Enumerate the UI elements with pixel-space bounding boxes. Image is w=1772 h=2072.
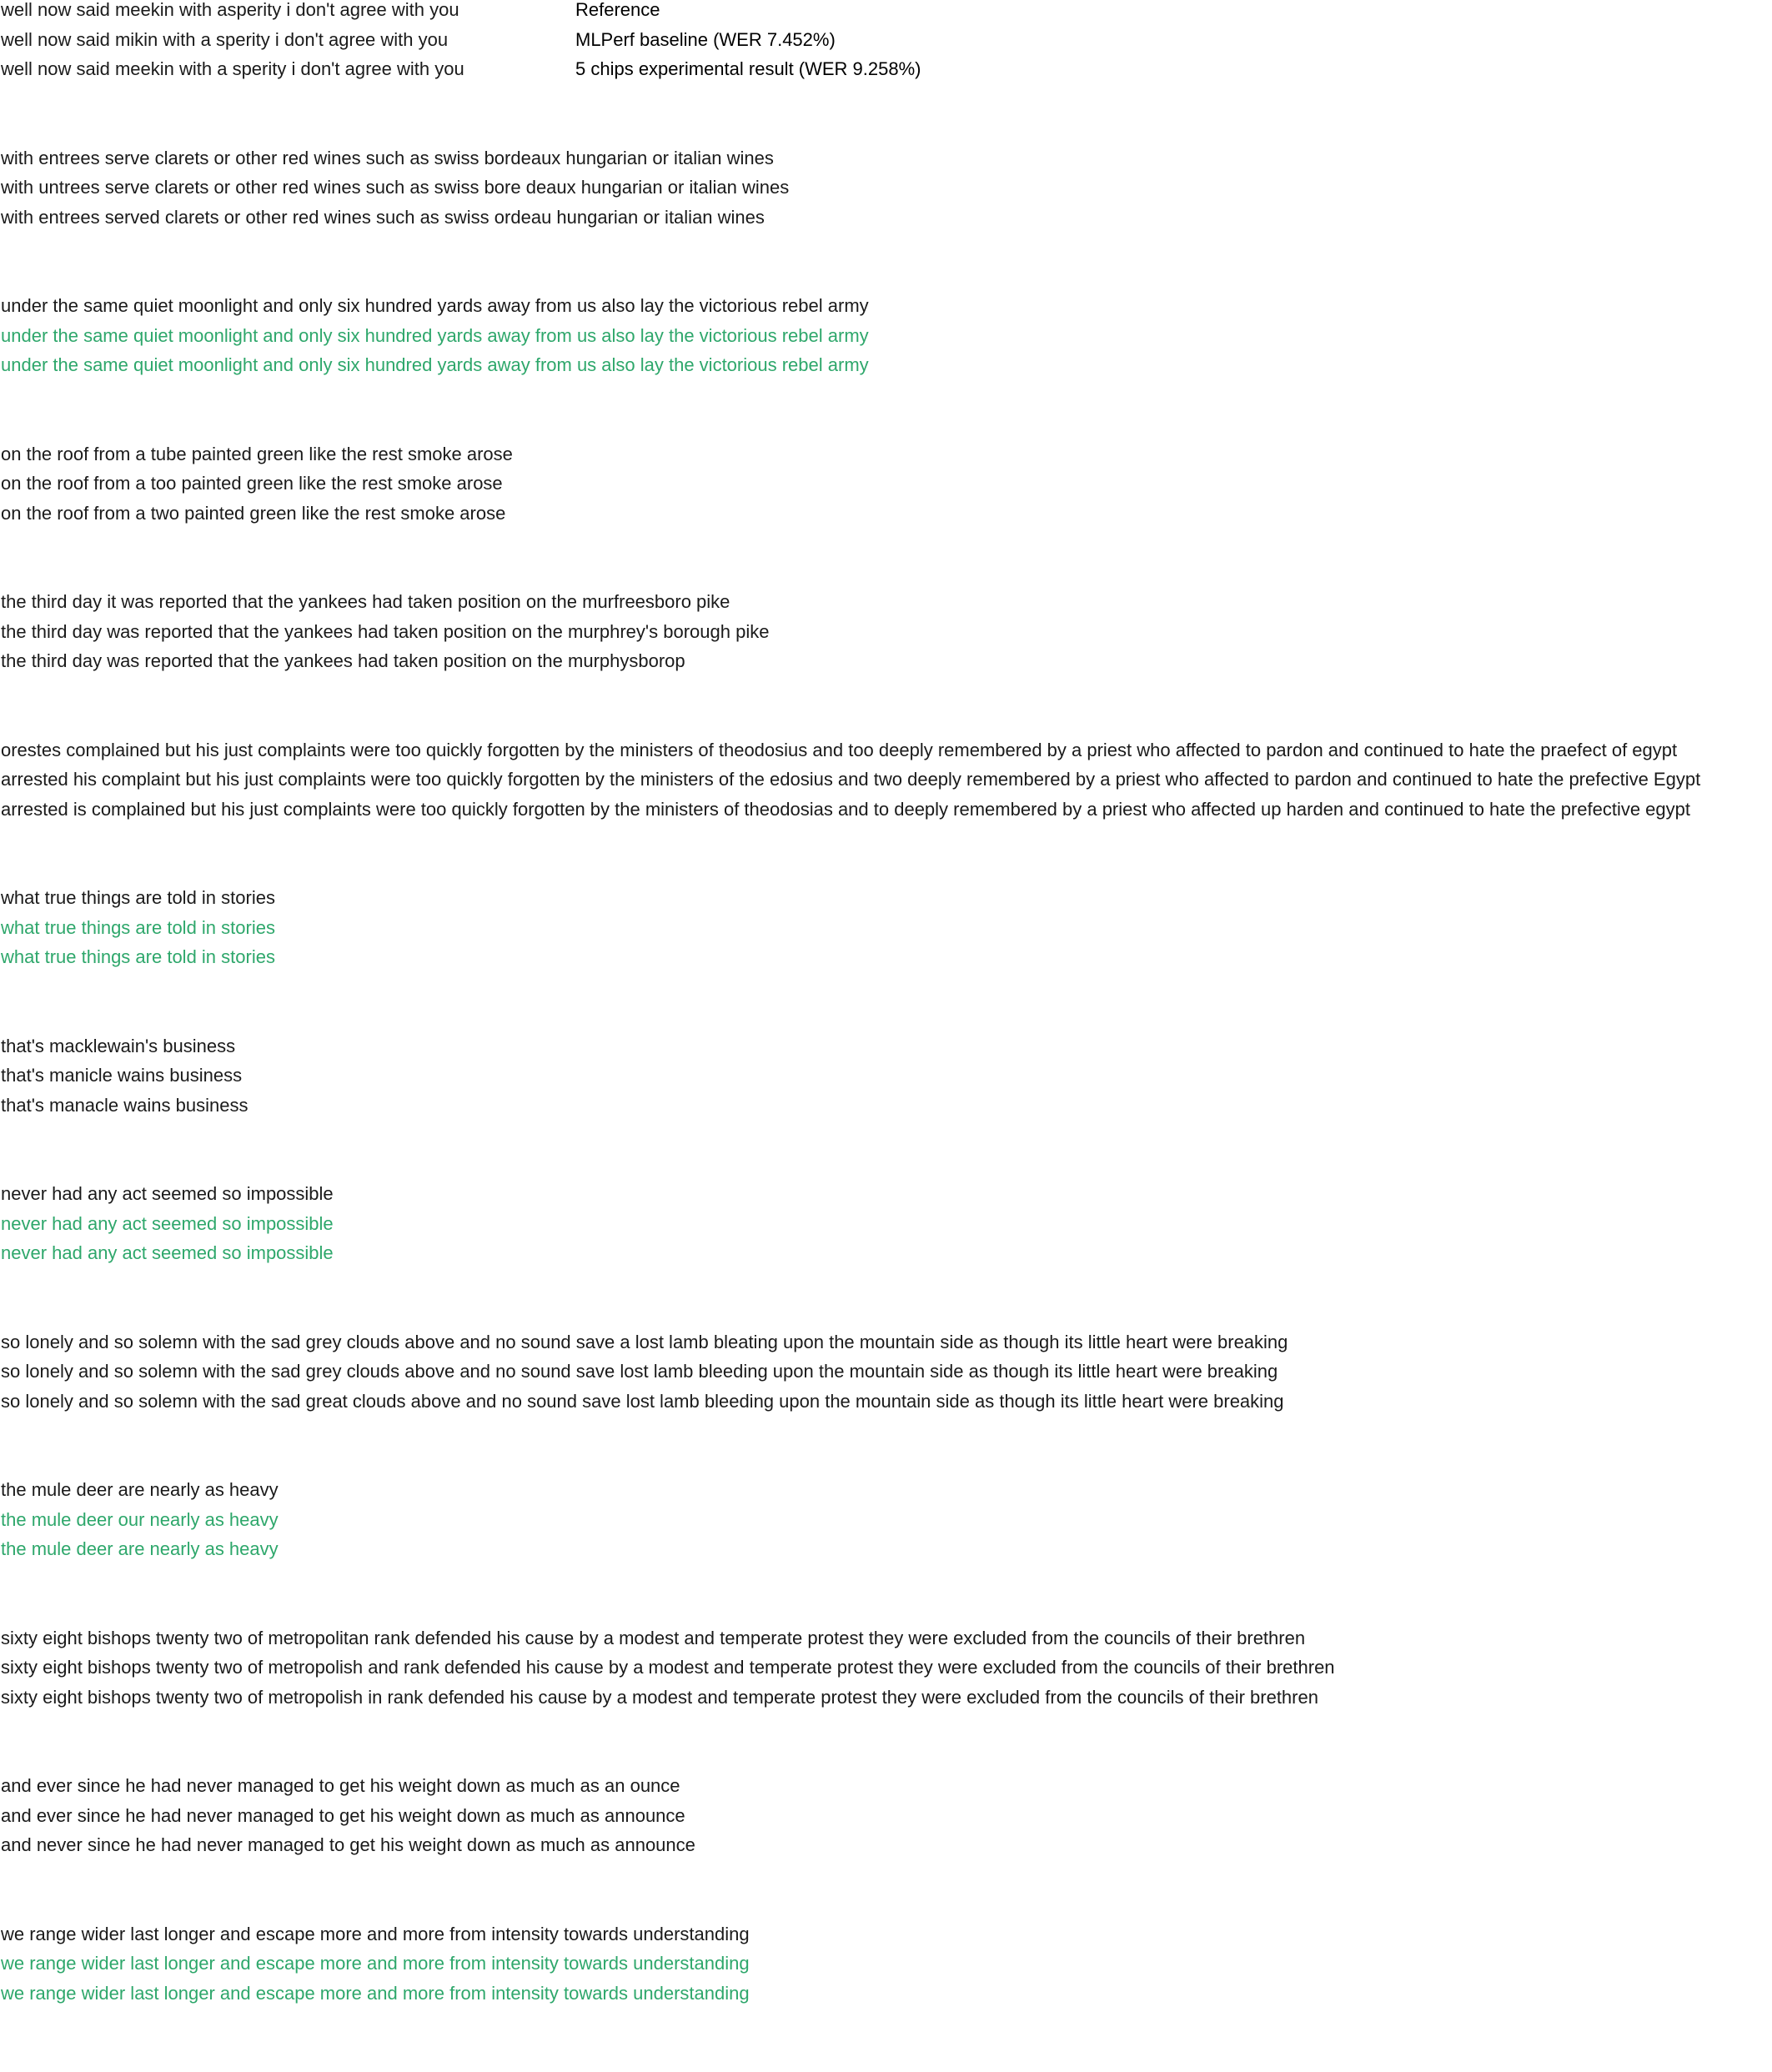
transcript-line-baseline: arrested his complaint but his just complaints were too quickly forgotten by the ministers of the edosius and two deeply remembered by a priest who affected to pardon and continued to hate the prefective Egypt <box>1 769 1701 790</box>
transcript-line-reference: never had any act seemed so impossible <box>1 1183 334 1204</box>
transcript-line-baseline: what true things are told in stories <box>1 916 275 938</box>
transcript-group <box>1 1036 1700 1126</box>
transcript-line-baseline: never had any act seemed so impossible <box>1 1212 334 1234</box>
transcript-line-baseline: that's manicle wains business <box>1 1065 243 1086</box>
transcript-line-reference: and ever since he had never managed to get his weight down as much as an ounce <box>1 1775 680 1796</box>
transcript-line-reference: that's macklewain's business <box>1 1035 236 1056</box>
transcript-line-reference: the mule deer are nearly as heavy <box>1 1479 279 1500</box>
transcript-group <box>1 1628 1700 1718</box>
transcript-group <box>1 1480 1700 1569</box>
transcript-group <box>1 1924 1700 2014</box>
transcript-line-experimental: we range wider last longer and escape more and more from intensity towards understanding <box>1 1982 750 2004</box>
transcript-line-experimental: never had any act seemed so impossible <box>1 1242 334 1263</box>
transcript-line-baseline: the mule deer our nearly as heavy <box>1 1508 279 1530</box>
transcript-group <box>1 0 1700 89</box>
transcript-line-reference: on the roof from a tube painted green like the rest smoke arose <box>1 443 513 464</box>
legend-baseline: MLPerf baseline (WER 7.452%) <box>575 28 836 50</box>
transcript-group <box>1 148 1700 238</box>
transcript-group <box>1 740 1700 830</box>
transcript-line-baseline: the third day was reported that the yankees had taken position on the murphrey's borough pike <box>1 620 770 642</box>
transcript-line-experimental: sixty eight bishops twenty two of metropolish in rank defended his cause by a modest and temperate protest they were excluded from the councils of their brethren <box>1 1686 1318 1708</box>
transcript-line-reference: the third day it was reported that the yankees had taken position on the murfreesboro pike <box>1 591 730 612</box>
transcript-line-experimental: arrested is complained but his just complaints were too quickly forgotten by the ministers of theodosias and to deeply remembered by a priest who affected up harden and continued to hate the prefective egypt <box>1 798 1690 820</box>
transcript-line-baseline: we range wider last longer and escape more and more from intensity towards understanding <box>1 1953 750 1974</box>
transcript-group <box>1 1184 1700 1273</box>
transcript-line-experimental: on the roof from a two painted green like the rest smoke arose <box>1 502 506 524</box>
legend-reference: Reference <box>575 0 660 20</box>
transcript-line-baseline: on the roof from a too painted green like the rest smoke arose <box>1 473 503 494</box>
transcript-line-baseline: with untrees serve clarets or other red wines such as swiss bore deaux hungarian or italian wines <box>1 177 790 198</box>
transcript-line-baseline: well now said mikin with a sperity i don't agree with you <box>1 28 449 50</box>
transcript-line-reference: orestes complained but his just complaints were too quickly forgotten by the ministers of theodosius and too deeply remembered by a priest who affected to pardon and continued to hate the praefect of egypt <box>1 739 1678 760</box>
transcript-line-experimental: under the same quiet moonlight and only six hundred yards away from us also lay the victorious rebel army <box>1 354 869 375</box>
transcript-group <box>1 1776 1700 1865</box>
transcript-line-experimental: the third day was reported that the yankees had taken position on the murphysborop <box>1 650 685 671</box>
transcript-line-reference: with entrees serve clarets or other red wines such as swiss bordeaux hungarian or italian wines <box>1 147 774 168</box>
legend-experimental: 5 chips experimental result (WER 9.258%) <box>575 58 921 79</box>
transcript-group <box>1 592 1700 681</box>
transcript-line-reference: we range wider last longer and escape more and more from intensity towards understanding <box>1 1923 750 1944</box>
transcript-line-experimental: and never since he had never managed to get his weight down as much as announce <box>1 1834 695 1855</box>
transcript-line-reference: under the same quiet moonlight and only six hundred yards away from us also lay the victorious rebel army <box>1 295 869 316</box>
transcript-line-experimental: with entrees served clarets or other red wines such as swiss ordeau hungarian or italian wines <box>1 206 765 228</box>
transcript-line-baseline: under the same quiet moonlight and only six hundred yards away from us also lay the victorious rebel army <box>1 324 869 346</box>
transcript-list <box>1 0 1700 2072</box>
transcript-group <box>1 888 1700 977</box>
transcript-line-experimental: well now said meekin with a sperity i don't agree with you <box>1 58 464 79</box>
transcript-line-baseline: and ever since he had never managed to get his weight down as much as announce <box>1 1804 685 1826</box>
transcript-line-experimental: what true things are told in stories <box>1 946 275 967</box>
transcript-line-experimental: that's manacle wains business <box>1 1094 248 1116</box>
transcript-line-baseline: sixty eight bishops twenty two of metropolish and rank defended his cause by a modest and temperate protest they were excluded from the councils of their brethren <box>1 1657 1335 1678</box>
transcript-line-experimental: so lonely and so solemn with the sad great clouds above and no sound save lost lamb bleeding upon the mountain side as though its little heart were breaking <box>1 1390 1284 1412</box>
transcript-line-reference: what true things are told in stories <box>1 887 275 908</box>
transcript-line-reference: sixty eight bishops twenty two of metropolitan rank defended his cause by a modest and temperate protest they were excluded from the councils of their brethren <box>1 1627 1306 1648</box>
transcript-group <box>1 1332 1700 1422</box>
transcript-line-reference: well now said meekin with asperity i don't agree with you <box>1 0 459 20</box>
transcript-group <box>1 296 1700 385</box>
transcript-group <box>1 444 1700 534</box>
transcript-line-reference: so lonely and so solemn with the sad grey clouds above and no sound save a lost lamb bleating upon the mountain side as though its little heart were breaking <box>1 1331 1288 1352</box>
transcript-line-experimental: the mule deer are nearly as heavy <box>1 1538 279 1559</box>
transcript-line-baseline: so lonely and so solemn with the sad grey clouds above and no sound save lost lamb bleeding upon the mountain side as though its little heart were breaking <box>1 1361 1278 1382</box>
